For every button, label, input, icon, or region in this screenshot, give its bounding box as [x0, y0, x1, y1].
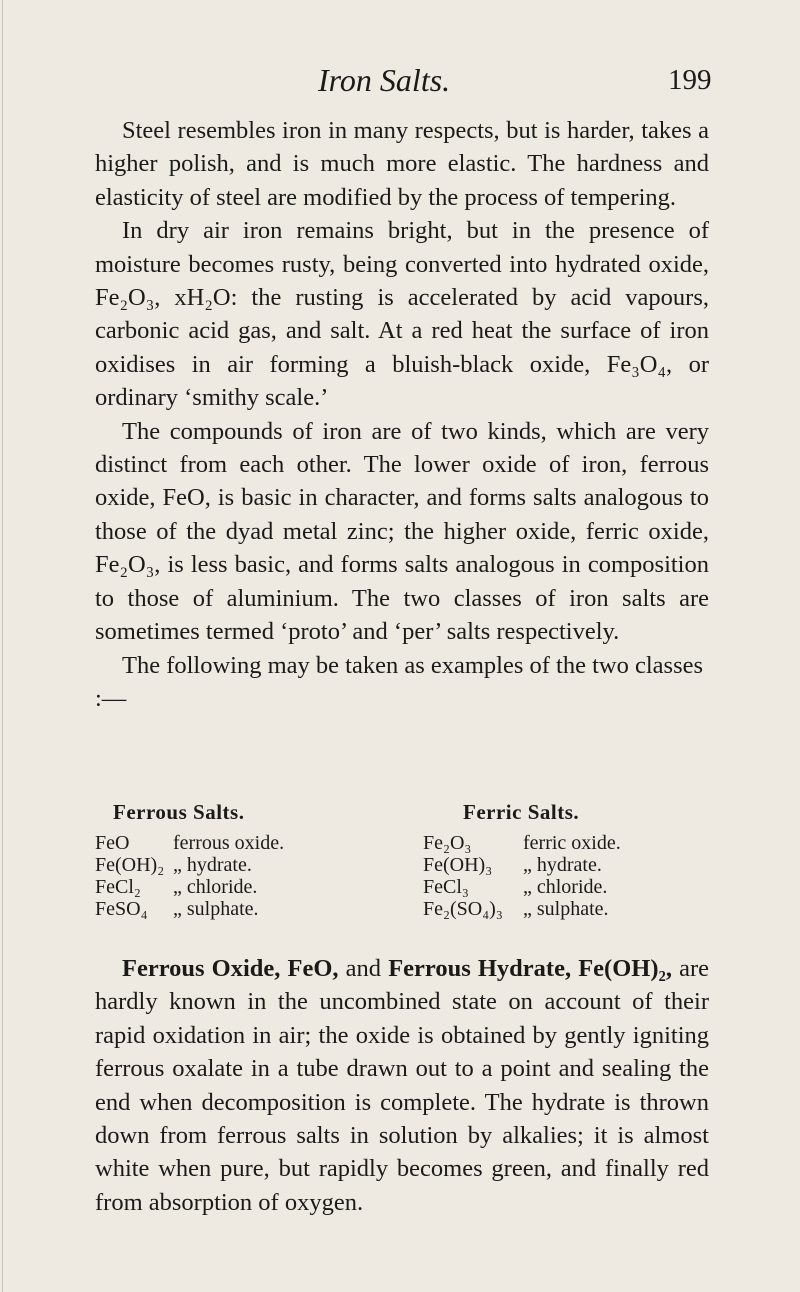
table-row	[423, 854, 713, 876]
table-row	[95, 832, 385, 854]
paragraph-steel: Steel resembles iron in many respects, but is harder, takes a higher polish, and is much more elastic. The hardness and elasticity of steel are modified by the process of tempering.	[95, 117, 709, 211]
compound-name: „ hydrate.	[523, 854, 602, 876]
compound-name: ferrous oxide.	[173, 832, 285, 854]
formula: FeCl₂	[95, 876, 141, 898]
page-number: 199	[668, 64, 712, 96]
paragraph-ferrous-oxide	[95, 952, 709, 1219]
compound-name: ferric oxide.	[523, 832, 621, 854]
formula: Fe₂(SO₄)₃	[423, 898, 503, 920]
ferric-salts-heading: Ferric Salts.	[463, 800, 580, 824]
formula: Fe₂O₃	[423, 832, 472, 854]
formula: Fe(OH)₃	[423, 854, 493, 876]
paragraph-rusting: In dry air iron remains bright, but in the presence of moisture becomes rusty, being converted into hydrated oxide, Fe₂O₃, xH₂O: the rusting is accelerated by acid vapours, carbonic acid gas, and salt. At a red heat the surface of iron oxidises in air forming a bluish-black oxide, Fe₃O₄, or ordinary ‘smithy scale.’	[95, 217, 709, 412]
ferrous-salts-column	[95, 798, 385, 920]
ferrous-salts-heading: Ferrous Salts.	[113, 800, 245, 824]
running-title: Iron Salts.	[318, 62, 451, 98]
compound-name: „ chloride.	[173, 876, 258, 898]
body-text	[95, 114, 709, 715]
paragraph-ferrous-oxide-text	[95, 952, 709, 1219]
salts-table	[95, 798, 713, 938]
compound-name: „ sulphate.	[523, 898, 609, 920]
table-row	[95, 854, 385, 876]
compound-name: „ hydrate.	[173, 854, 252, 876]
page-header	[0, 62, 800, 102]
formula: FeSO₄	[95, 898, 148, 920]
paragraph-body: are hardly known in the uncombined state on account of their rapid oxidation in air; the oxide is obtained by gently igniting ferrous oxalate in a tube drawn out to a point and sealing the end when decomposition is complete. The hydrate is thrown down from ferrous salts in solution by alkalies; it is almost white when pure, but rapidly becomes green, and finally red from absorption of oxygen.	[95, 955, 709, 1216]
table-row	[423, 832, 713, 854]
conjunction: and	[338, 955, 389, 982]
table-row	[95, 898, 385, 920]
table-row	[95, 876, 385, 898]
heading-ferrous-hydrate: Ferrous Hydrate, Fe(OH)₂,	[388, 955, 672, 982]
heading-ferrous-oxide: Ferrous Oxide, FeO,	[122, 955, 339, 982]
formula: FeCl₃	[423, 876, 469, 898]
table-row	[423, 898, 713, 920]
ferric-salts-column	[423, 798, 713, 920]
formula: Fe(OH)₂	[95, 854, 165, 876]
table-row	[423, 876, 713, 898]
formula: FeO	[95, 832, 130, 854]
paragraph-examples: The following may be taken as examples of the two classes :—	[95, 651, 704, 712]
compound-name: „ chloride.	[523, 876, 608, 898]
compound-name: „ sulphate.	[173, 898, 259, 920]
page-edge	[2, 0, 3, 1292]
paragraph-compounds: The compounds of iron are of two kinds, which are very distinct from each other. The lower oxide of iron, ferrous oxide, FeO, is basic in character, and forms salts analogous to those of the dyad metal zinc; the higher oxide, ferric oxide, Fe₂O₃, is less basic, and forms salts analogous in composition to those of aluminium. The two classes of iron salts are sometimes termed ‘proto’ and ‘per’ salts respectively.	[95, 417, 709, 646]
